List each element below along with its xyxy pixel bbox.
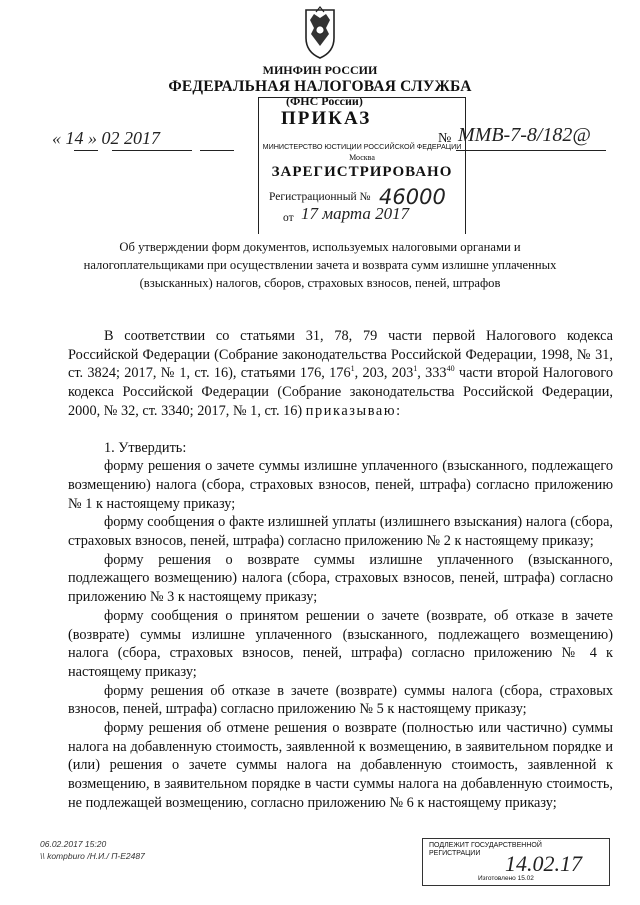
stamp-reg-number: 46000 [379, 185, 446, 209]
superscript: 40 [446, 364, 455, 374]
preamble-part-d: части второй Налогового кодекса Российской Федерации (Собрание законодательства Российской Федерации, 2000, № 32, ст. 3340; 2017, № 1, ст. 16) [68, 365, 614, 419]
registration-required-stamp [422, 838, 610, 886]
document-title: Об утверждении форм документов, используемых налоговыми органами и налогоплательщиками при осуществлении зачета и возврата сумм излишне уплаченных (взысканных) налогов, сборов, страховых взносов, пеней, штрафов [83, 240, 557, 290]
list-item: форму решения об отказе в зачете (возврате) суммы налога (сбора, страховых взносов, пеней, штрафа) согласно приложению № 5 к настоящему приказу; [68, 682, 613, 718]
list-item: форму решения о возврате суммы излишне уплаченного (взысканного, подлежащего возмещению) налога (сбора, страховых взносов, пеней, штрафа) согласно приложению № 3 к настоящему приказу; [68, 551, 613, 606]
footer-author: \\ kompburo /Н.И./ П-E2487 [40, 851, 145, 861]
service-abbrev: (ФНС России) [286, 94, 363, 108]
preamble-part-c: , 333 [417, 365, 447, 382]
date-underline-month [112, 150, 192, 151]
fstamp-bottom: Изготовлено 15.02 [478, 875, 534, 882]
preamble [68, 327, 613, 421]
list-item: форму решения о зачете суммы излишне уплаченного (взысканного, подлежащего возмещению) налога (сбора, страховых взносов, пеней, штрафа) согласно приложению № 1 к настоящему приказу; [68, 458, 613, 512]
list-item: форму сообщения о факте излишней уплаты (излишнего взыскания) налога (сбора, страховых взносов, пеней, штрафа) согласно приложению № 2 к настоящему приказу; [68, 514, 613, 550]
preamble-part-b: , 203, 203 [354, 365, 414, 382]
item-heading: 1. Утвердить: [104, 439, 187, 456]
coat-of-arms-emblem [296, 4, 344, 60]
stamp-registered: ЗАРЕГИСТРИРОВАНО [271, 164, 453, 180]
stamp-city: Москва [349, 153, 375, 162]
superscript: 1 [413, 364, 418, 374]
fstamp-date: 14.02.17 [505, 851, 582, 876]
service-name: ФЕДЕРАЛЬНАЯ НАЛОГОВАЯ СЛУЖБА [168, 78, 472, 95]
registration-stamp [258, 97, 466, 234]
footer-timestamp: 06.02.2017 15:20 [40, 839, 107, 849]
order-number-sign: № [438, 131, 452, 146]
footer-meta [40, 838, 145, 862]
number-underline [456, 150, 606, 151]
superscript: 1 [350, 364, 355, 374]
fstamp-label: ПОДЛЕЖИТ ГОСУДАРСТВЕННОЙ РЕГИСТРАЦИИ [429, 842, 542, 857]
date-underline-year [200, 150, 234, 151]
list-item: форму сообщения о принятом решении о зачете (возврате, об отказе в зачете (возврате) суммы излишне уплаченного (взысканного, подлежащего возмещению) налога (сбора, страховых взносов, пеней, штрафа) согласно приложению № 4 к настоящему приказу; [68, 607, 613, 680]
ministry-name: МИНФИН РОССИИ [262, 63, 378, 77]
stamp-ministry: МИНИСТЕРСТВО ЮСТИЦИИ РОССИЙСКОЙ ФЕДЕРАЦИИ [262, 142, 462, 151]
date-underline-day [74, 150, 98, 151]
stamp-date-label: от [283, 212, 294, 224]
order-verb: приказываю: [305, 402, 402, 419]
stamp-date-value: 17 марта 2017 [301, 204, 410, 223]
list-item: форму решения об отмене решения о возврате (полностью или частично) суммы налога на добавленную стоимость, заявленной к возмещению, в заявительном порядке и (или) решения о зачете суммы налога на добавленную стоимость, заявленной к возмещению, в заявительном порядке в части суммы налога на добавленную стоимость, не подлежащей возмещению, согласно приложению № 6 к настоящему приказу; [68, 720, 613, 811]
order-number: ММВ-7-8/182@ [458, 124, 591, 146]
order-date: « 14 » 02 2017 [52, 128, 160, 148]
document-body [68, 327, 613, 813]
preamble-part-a: В соответствии со статьями 31, 78, 79 части первой Налогового кодекса Российской Федерации (Собрание законодательства Российской Федерации, 1998, № 31, ст. 3824; 2017, № 1, ст. 16), статьями 176, 176 [68, 328, 613, 382]
stamp-reg-number-label: Регистрационный № [269, 191, 371, 203]
doc-type: ПРИКАЗ [281, 108, 372, 129]
